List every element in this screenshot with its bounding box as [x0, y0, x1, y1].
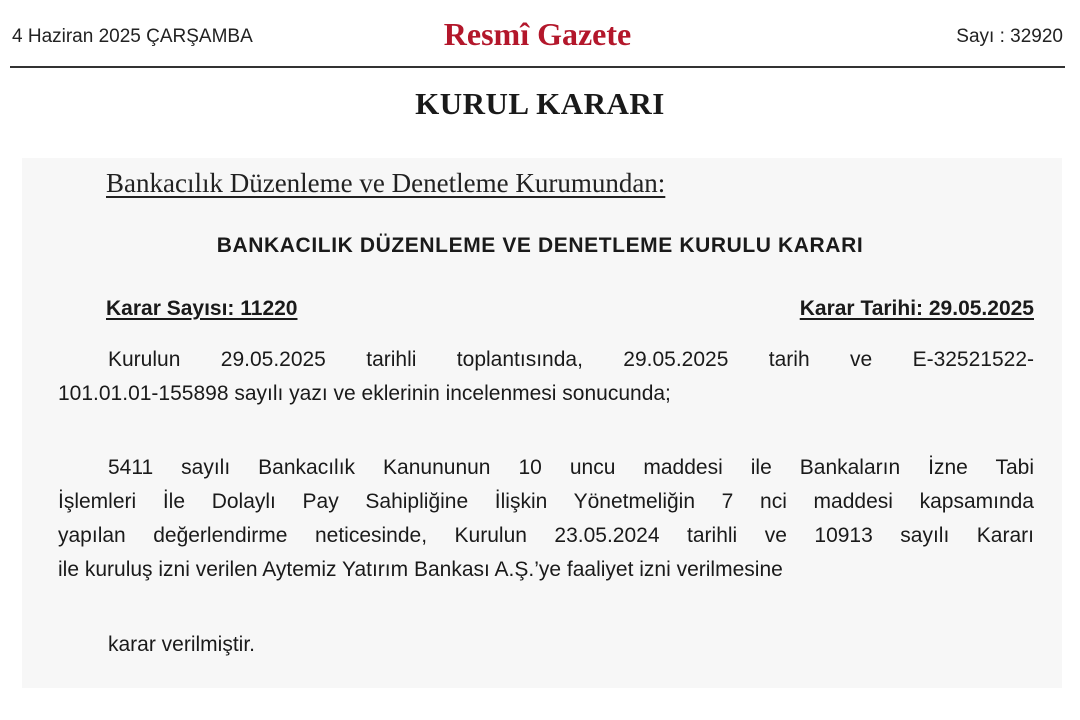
- decision-number: Karar Sayısı: 11220: [106, 297, 298, 320]
- decision-heading: BANKACILIK DÜZENLEME VE DENETLEME KURULU KARARI: [216, 234, 864, 257]
- paragraph-2: [58, 451, 1034, 587]
- paragraph-1: [58, 343, 1034, 411]
- gazette-masthead: Resmî Gazete: [443, 16, 632, 52]
- paragraph-2-line: yapılan değerlendirme neticesinde, Kurulun 23.05.2024 tarihli ve 10913 sayılı Kararı: [58, 524, 1034, 547]
- closing-line: karar verilmiştir.: [108, 633, 256, 656]
- decision-date: Karar Tarihi: 29.05.2025: [799, 297, 1034, 320]
- issuing-institution: Bankacılık Düzenleme ve Denetleme Kurumundan:: [106, 168, 666, 198]
- paragraph-2-line: ile kuruluş izni verilen Aytemiz Yatırım Bankası A.Ş.’ye faaliyet izni verilmesine: [58, 558, 783, 581]
- document-title: KURUL KARARI: [415, 86, 665, 121]
- paragraph-2-line: 5411 sayılı Bankacılık Kanununun 10 uncu maddesi ile Bankaların İzne Tabi: [108, 456, 1034, 479]
- paragraph-2-line: İşlemleri İle Dolaylı Pay Sahipliğine İlişkin Yönetmeliğin 7 nci maddesi kapsamında: [58, 490, 1034, 513]
- issue-date: 4 Haziran 2025 ÇARŞAMBA: [12, 26, 253, 47]
- paragraph-1-line: 101.01.01-155898 sayılı yazı ve eklerinin incelenmesi sonucunda;: [58, 382, 671, 405]
- issue-number: Sayı : 32920: [956, 26, 1063, 47]
- paragraph-1-line: Kurulun 29.05.2025 tarihli toplantısında, 29.05.2025 tarih ve E-32521522-: [108, 348, 1034, 371]
- gazette-header: [10, 0, 1065, 68]
